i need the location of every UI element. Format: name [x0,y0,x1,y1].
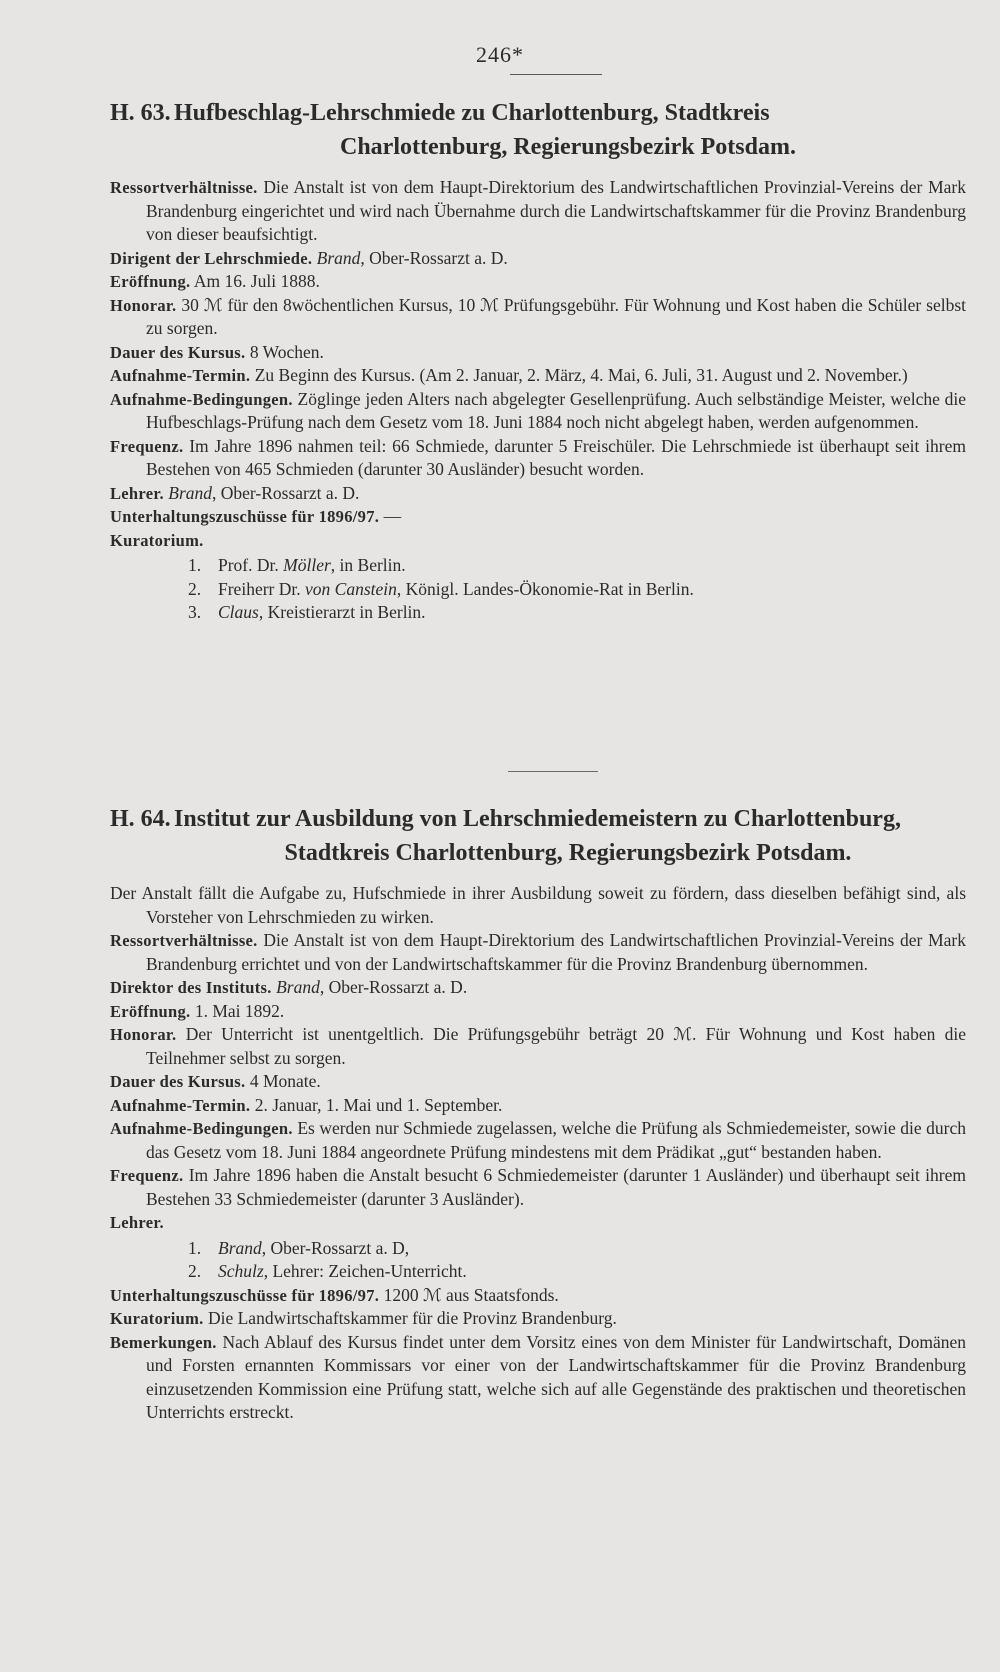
entry-direktor [110,976,966,1000]
list-prefix: Prof. Dr. [218,555,284,575]
entry-label: Kuratorium. [110,530,204,550]
list-suffix: , in Berlin. [330,555,406,575]
entry-label: Kuratorium. [110,1309,204,1328]
person-name: Brand [218,1237,262,1258]
entry-label: Aufnahme-Bedingungen. [110,389,293,409]
entry-label: Aufnahme-Bedingungen. [110,1119,293,1138]
entry-label: Lehrer. [110,483,164,503]
section-h64 [110,802,966,1425]
person-name: Möller [283,555,331,575]
section-heading [110,96,966,164]
entry-text: 1200 ℳ aus Staatsfonds. [383,1284,559,1305]
entry-eroeffnung [110,270,966,294]
person-name: Brand [276,977,320,997]
entry-label: Frequenz. [110,436,184,456]
section-heading [110,802,966,870]
entry-label: Unterhaltungszuschüsse für 1896/97. [110,1285,380,1305]
kuratorium-list [110,554,966,625]
entry-label: Aufnahme-Termin. [110,1095,251,1115]
entry-aufnahme-bedingungen [110,388,966,435]
intro-text: Der Anstalt fällt die Aufgabe zu, Hufschmiede in ihrer Ausbildung soweit zu fördern, dass dieselben befähigt sind, als Vorsteher von Lehrschmieden zu wirken. [110,883,966,927]
list-number: 1. [188,555,202,575]
entry-text: Im Jahre 1896 haben die Anstalt besucht 6 Schmiedemeister (darunter 1 Ausländer) und überhaupt seit ihrem Bestehen 33 Schmiedemeister (darunter 3 Ausländer). [146,1165,966,1209]
entry-dirigent [110,247,966,271]
list-item [110,601,966,625]
person-name: Brand [316,247,361,268]
section-title-line2: Charlottenburg, Regierungsbezirk Potsdam. [340,134,796,160]
entry-unterhaltungszuschuesse [110,1284,966,1308]
entry-lehrer [110,1211,966,1235]
entry-label: Dirigent der Lehrschmiede. [110,248,313,268]
list-prefix: Freiherr Dr. [218,578,305,599]
section-code: H. 63. [110,100,171,126]
entry-aufnahme-termin [110,1094,966,1118]
entry-ressortverhaeltnisse [110,176,966,247]
entry-label: Eröffnung. [110,1001,191,1021]
entry-dauer [110,1070,966,1094]
list-number: 1. [188,1237,202,1258]
entry-label: Aufnahme-Termin. [110,366,251,385]
entry-aufnahme-bedingungen [110,1117,966,1164]
entry-text: Nach Ablauf des Kursus findet unter dem Vorsitz eines von dem Minister für Landwirtschaft, Domänen und Forsten ernannten Kommissars vor einer von der Landwirtschaftskammer für die Provinz Brandenburg einzusetzenden Kommission eine Prüfung statt, welche sich auf alle Gegenstände des praktischen und theoretischen Unterrichts erstreckt. [146,1331,967,1422]
entry-kuratorium [110,529,966,553]
entry-frequenz [110,1164,966,1211]
person-name: Brand [168,482,213,503]
entry-text: — [383,506,402,526]
person-name: Claus [218,602,259,622]
entry-unterhaltungszuschuesse [110,505,966,529]
entry-text: 30 ℳ für den 8wöchentlichen Kursus, 10 ℳ Prüfungsgebühr. Für Wohnung und Kost haben die Schüler selbst zu sorgen. [146,294,966,338]
entry-text: Der Unterricht ist unentgeltlich. Die Prüfungsgebühr beträgt 20 ℳ. Für Wohnung und Kost haben die Teilnehmer selbst zu sorgen. [146,1024,966,1068]
entry-honorar [110,1023,966,1070]
entry-lehrer [110,482,966,506]
entry-intro [110,882,966,929]
entry-label: Eröffnung. [110,272,191,291]
entry-label: Ressortverhältnisse. [110,178,258,197]
entry-label: Frequenz. [110,1166,184,1185]
entry-text: Am 16. Juli 1888. [193,271,320,291]
section-title-line1: Institut zur Ausbildung von Lehrschmiedemeistern zu Charlottenburg, [174,806,901,832]
entry-aufnahme-termin [110,364,966,388]
list-number: 2. [188,578,202,599]
section-code: H. 64. [110,806,171,832]
list-number: 2. [188,1261,202,1281]
list-suffix: , Ober-Rossarzt a. D, [261,1237,410,1258]
person-name: Schulz [218,1261,264,1281]
section-separator [508,771,598,772]
entry-text: Die Landwirtschaftskammer für die Provinz Brandenburg. [207,1308,617,1328]
entry-text: Die Anstalt ist von dem Haupt-Direktorium des Landwirtschaftlichen Provinzial-Vereins der Mark Brandenburg errichtet und von der Landwirtschaftskammer für die Provinz Brandenburg übernommen. [146,930,966,974]
entry-label: Dauer des Kursus. [110,342,246,362]
entry-label: Bemerkungen. [110,1332,217,1352]
entry-text: Zöglinge jeden Alters nach abgelegter Gesellenprüfung. Auch selbständige Meister, welche die Hufbeschlags-Prüfung nach dem Gesetz vom 18. Juni 1884 noch nicht abgelegt haben, werden aufgenommen. [146,388,966,432]
entry-text: Im Jahre 1896 nahmen teil: 66 Schmiede, darunter 5 Freischüler. Die Lehrschmiede ist überhaupt seit ihrem Bestehen von 465 Schmieden (darunter 30 Ausländer) besucht worden. [146,435,966,479]
entry-label: Honorar. [110,1025,177,1044]
person-name: von Canstein [305,578,397,599]
entry-kuratorium [110,1307,966,1331]
entry-label: Unterhaltungszuschüsse für 1896/97. [110,507,380,526]
entry-text: 4 Monate. [249,1071,321,1091]
entry-text: 1. Mai 1892. [194,1000,285,1021]
entry-label: Honorar. [110,295,177,315]
page-number: 246* [476,42,524,67]
entry-text: 2. Januar, 1. Mai und 1. September. [254,1094,503,1115]
entry-label: Direktor des Instituts. [110,978,272,997]
entry-eroeffnung [110,1000,966,1024]
entry-label: Ressortverhältnisse. [110,931,258,950]
list-suffix: , Lehrer: Zeichen-Unterricht. [263,1261,467,1281]
entry-bemerkungen [110,1331,966,1425]
entry-label: Lehrer. [110,1213,164,1232]
entry-text: , Ober-Rossarzt a. D. [360,247,508,268]
section-title-line2: Stadtkreis Charlottenburg, Regierungsbezirk Potsdam. [284,840,852,866]
entry-ressortverhaeltnisse [110,929,966,976]
list-item [110,554,966,578]
list-item [110,1237,966,1261]
entry-text: Es werden nur Schmiede zugelassen, welche die Prüfung als Schmiedemeister, sowie die durch das Gesetz vom 18. Juni 1884 angeordnete Prüfung mindestens mit dem Prädikat „gut“ bestanden haben. [146,1118,966,1162]
list-item [110,578,966,602]
entry-label: Dauer des Kursus. [110,1072,246,1091]
entry-dauer [110,341,966,365]
entry-text: 8 Wochen. [249,341,324,362]
entry-text: , Ober-Rossarzt a. D. [212,482,360,503]
section-h63 [110,96,966,625]
list-suffix: , Kreistierarzt in Berlin. [258,602,426,622]
page-number-rule [510,74,602,75]
lehrer-list [110,1237,966,1284]
list-number: 3. [188,602,202,622]
list-suffix: , Königl. Landes-Ökonomie-Rat in Berlin. [396,578,694,599]
entry-text: Zu Beginn des Kursus. (Am 2. Januar, 2. März, 4. Mai, 6. Juli, 31. August und 2. November.) [254,365,908,385]
entry-text: Die Anstalt ist von dem Haupt-Direktorium des Landwirtschaftlichen Provinzial-Vereins der Mark Brandenburg eingerichtet und wird nach Übernahme durch die Landwirtschaftskammer für die Provinz Brandenburg von dieser beaufsichtigt. [146,177,966,244]
entry-honorar [110,294,966,341]
entry-text: , Ober-Rossarzt a. D. [319,977,468,997]
list-item [110,1260,966,1284]
entry-frequenz [110,435,966,482]
section-title-line1: Hufbeschlag-Lehrschmiede zu Charlottenburg, Stadtkreis [174,100,770,126]
